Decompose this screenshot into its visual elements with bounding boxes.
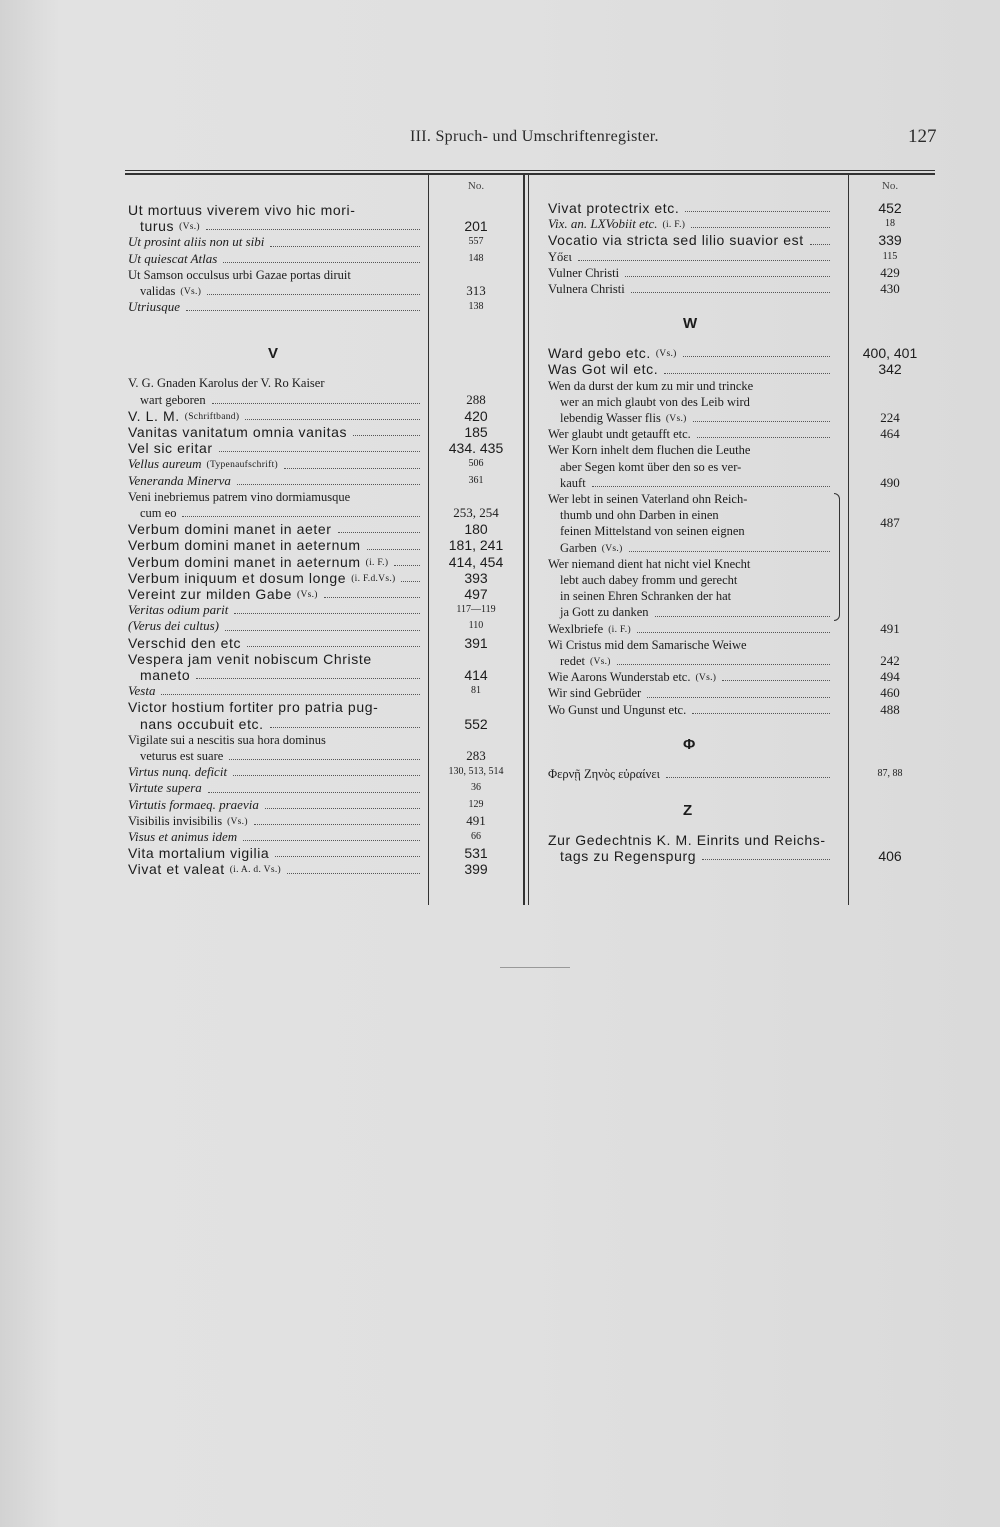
footer-mark [500,967,570,968]
entry-line: Vellus aureum [128,456,202,472]
entry-line: in seinen Ehren Schranken der hat [560,589,732,604]
dot-leader [578,260,830,261]
dot-leader [401,581,420,582]
entry-number: 497 [464,586,488,602]
entry-number: 36 [471,782,481,794]
entry-line: Veritas odium parit [128,602,229,618]
entry-line: Vespera jam venit nobiscum Christe [128,650,372,667]
entry-line: Vix. an. LXVobiit etc. [548,216,658,232]
dot-leader [324,597,420,598]
entry-number: 117—119 [456,604,496,616]
entry-number: 491 [880,620,900,636]
entry-suffix: (i. F.d.Vs.) [351,573,396,584]
dot-leader [265,808,420,809]
dot-leader [284,468,420,469]
entry-number: 430 [880,281,900,296]
entry-number: 429 [880,264,900,280]
entry-number: 253, 254 [453,505,499,520]
entry-line: Verschid den etc [128,634,242,651]
entry-line: V. L. M. [128,407,180,424]
entry-line: Wer lebt in seinen Vaterland ohn Reich- [548,492,748,506]
entry-number: 201 [464,218,488,235]
entry-line: Ut quiescat Atlas [128,250,218,266]
entry-suffix: (Vs.) [695,673,717,684]
entry-line: (Verus dei cultus) [128,618,219,634]
dot-leader [223,262,420,263]
entry-number: 464 [880,426,900,442]
entry-line: Wer Korn inhelt dem fluchen die Leuthe [548,443,751,458]
entry-number: 242 [880,653,900,668]
entry-line: Verbum iniquum et dosum longe [128,569,347,586]
entry-line: Ut mortuus viverem vivo hic mori- [128,202,356,218]
entry-line: turus [140,218,175,235]
entry-suffix: (i. F.) [608,624,631,635]
dot-leader [182,516,420,517]
grouping-brace [834,493,840,621]
entry-number: 313 [466,283,486,298]
entry-line: Vereint zur milden Gabe [128,586,292,602]
entry-line: Vanitas vanitatum omnia vanitas [128,424,348,440]
entry-number: 434. 435 [448,440,504,457]
entry-number: 399 [464,861,488,878]
dot-leader [647,697,830,698]
entry-line: Verbum domini manet in aeter [128,521,332,538]
dot-leader [270,727,420,728]
dot-leader [275,856,420,857]
entry-number: 283 [466,748,486,763]
entry-number: 506 [468,458,484,470]
entry-suffix: (i. A. d. Vs.) [229,865,281,876]
dot-leader [810,244,830,245]
entry-line: Ut Samson occulsus urbi Gazae portas diruit [128,267,351,282]
entry-number: 406 [878,848,902,865]
dot-leader [617,664,830,665]
dot-leader [394,565,420,566]
entry-line: Φερνῇ Ζηνὸς εὐραίνει [548,766,660,781]
entry-line: Virtutis formaeq. praevia [128,796,259,812]
dot-leader [245,419,420,420]
center-divider [523,175,525,905]
entry-line: Wer niemand dient hat nicht viel Knecht [548,556,751,571]
entry-line: redet [560,654,585,668]
entry-line: Visus et animus idem [128,829,238,844]
entry-line: Wo Gunst und Ungunst etc. [548,702,687,717]
entry-line: validas [140,284,176,298]
dot-leader [691,227,830,228]
section-letter: Z [683,802,693,819]
dot-leader [161,694,420,695]
entry-number: 180 [464,521,488,538]
entry-suffix: (Vs.) [601,543,623,554]
entry-number: 81 [471,685,481,697]
entry-number: 288 [466,391,486,407]
entry-line: Veneranda Minerva [128,472,231,488]
dot-leader [234,613,420,614]
entry-line: Vivat et valeat [128,861,225,878]
dot-leader [655,616,830,617]
dot-leader [206,229,420,230]
dot-leader [702,859,830,860]
entry-line: Vocatio via stricta sed lilio suavior est [548,232,804,249]
entry-line: ja Gott zu danken [560,605,649,620]
entry-suffix: (Vs.) [180,287,202,297]
entry-number: 339 [878,232,902,249]
page-header [0,128,1000,152]
entry-line: aber Segen komt über den so es ver- [560,459,742,474]
entry-suffix: (Vs.) [655,349,677,360]
entry-number: 138 [468,301,484,313]
header-rule-thick [125,173,935,175]
dot-leader [219,451,420,452]
dot-leader [629,551,830,552]
dot-leader [683,356,830,357]
entry-line: Wer glaubt undt getaufft etc. [548,427,691,442]
section-letter: W [683,315,698,333]
dot-leader [186,310,420,311]
entry-line: wart geboren [140,392,206,407]
entry-suffix: (i. F.) [662,220,686,231]
entry-line: Was Got wil etc. [548,361,659,378]
entry-number: 494 [880,669,900,685]
entry-line: maneto [140,667,191,683]
entry-number: 460 [880,685,900,701]
entry-number: 452 [878,200,902,216]
entry-number: 130, 513, 514 [448,766,504,778]
entry-line: Virtute supera [128,780,202,796]
section-letter: Φ [683,735,696,753]
entry-suffix: (Vs.) [179,222,200,233]
dot-leader [367,549,420,550]
entry-suffix: (Schriftband) [184,411,240,422]
dot-leader [233,775,420,776]
entry-line: Virtus nunq. deficit [128,764,228,780]
entry-suffix: (Typenaufschrift) [206,460,278,471]
dot-leader [692,713,830,714]
dot-leader [237,484,420,485]
dot-leader [270,246,420,247]
right-no-heading: No. [881,180,899,192]
entry-number: 487 [880,515,900,531]
entry-number: 342 [878,361,902,378]
dot-leader [685,211,830,212]
entry-number: 110 [468,620,484,632]
dot-leader [243,840,420,841]
entry-number: 488 [880,701,900,717]
dot-leader [631,292,830,293]
running-title: III. Spruch- und Umschriftenregister. [410,128,659,145]
dot-leader [196,678,420,679]
entry-line: Wexlbriefe [548,621,604,636]
entry-number: 115 [882,250,898,262]
entry-line: Wi Cristus mid dem Samarische Weiwe [548,637,747,652]
entry-number: 148 [468,252,484,264]
dot-leader [225,630,420,631]
dot-leader [229,759,420,760]
entry-number: 552 [464,715,488,732]
entry-line: Utriusque [128,299,180,315]
entry-line: Verbum domini manet in aeternum [128,553,361,570]
entry-line: thumb und ohn Darben in einen [560,508,719,523]
page-number: 127 [908,126,937,147]
entry-line: Wie Aarons Wunderstab etc. [548,670,691,685]
entry-line: cum eo [140,506,177,520]
left-no-heading: No. [467,180,485,192]
dot-leader [666,777,830,778]
entry-line: kauft [560,475,586,490]
entry-line: Wen da durst der kum zu mir und trincke [548,378,754,393]
dot-leader [287,873,420,874]
entry-line: V. G. Gnaden Karolus der V. Ro Kaiser [128,376,325,391]
entry-suffix: (Vs.) [665,414,687,424]
dot-leader [693,421,830,422]
entry-number: 414 [464,667,488,683]
entry-number: 361 [468,474,484,486]
entry-line: Visibilis invisibilis [128,813,223,828]
entry-number: 420 [464,407,488,424]
dot-leader [212,403,420,404]
entry-number: 87, 88 [877,767,903,779]
entry-suffix: (Vs.) [227,816,248,827]
entry-line: Vivat protectrix etc. [548,200,680,216]
section-letter: V [268,345,279,363]
center-divider-inner [528,175,529,905]
entry-line: Wir sind Gebrüder [548,686,642,701]
dot-leader [625,276,830,277]
dot-leader [254,824,420,825]
entry-line: Verbum domini manet in aeternum [128,537,361,554]
dot-leader [722,680,830,681]
dot-leader [637,632,830,633]
entry-number: 393 [464,569,488,586]
entry-number: 531 [464,845,488,862]
entry-line: Vulner Christi [548,265,620,280]
header-rule [125,170,935,171]
entry-line: nans occubuit etc. [140,715,264,732]
entry-number: 66 [471,831,481,842]
dot-leader [338,532,420,533]
entry-suffix: (Vs.) [589,657,611,667]
entry-line: Ut prosint aliis non ut sibi [128,234,265,250]
entry-line: Zur Gedechtnis K. M. Einrits und Reichs- [548,832,826,848]
left-number-divider [428,175,429,905]
entry-line: Vesta [128,683,156,699]
entry-line: Garben [560,540,597,555]
dot-leader [353,435,420,436]
entry-line: lebendig Wasser flis [560,411,661,425]
entry-line: Vita mortalium vigilia [128,845,270,862]
dot-leader [592,486,830,487]
entry-number: 224 [880,410,900,425]
entry-number: 490 [880,474,900,490]
entry-number: 414, 454 [448,553,504,570]
dot-leader [247,646,420,647]
entry-line: Ward gebo etc. [548,345,651,362]
entry-number: 185 [464,424,488,440]
entry-line: veturus est suare [140,749,224,763]
entry-number: 181, 241 [448,537,504,554]
dot-leader [664,373,830,374]
right-number-divider [848,175,849,905]
entry-number: 491 [466,812,486,828]
entry-line: Yőει [548,249,572,264]
dot-leader [697,437,830,438]
entry-line: tags zu Regenspurg [560,848,697,865]
entry-line: lebt auch dabey fromm und gerecht [560,573,738,587]
entry-line: Veni inebriemus patrem vino dormiamusque [128,489,351,504]
entry-suffix: (i. F.) [365,557,389,568]
entry-line: Vulnera Christi [548,282,625,296]
entry-line: wer an mich glaubt von des Leib wird [560,394,750,409]
entry-suffix: (Vs.) [297,590,318,600]
entry-line: Vigilate sui a nescitis sua hora dominus [128,732,326,747]
entry-line: feinen Mittelstand von seinen eignen [560,524,745,539]
dot-leader [207,294,420,295]
entry-line: Victor hostium fortiter pro patria pug- [128,699,379,716]
dot-leader [208,792,420,793]
entry-number: 18 [885,218,895,230]
entry-line: Vel sic eritar [128,440,213,457]
entry-number: 557 [468,236,484,248]
entry-number: 129 [468,798,484,810]
entry-number: 391 [464,634,488,651]
entry-number: 400, 401 [862,345,918,362]
